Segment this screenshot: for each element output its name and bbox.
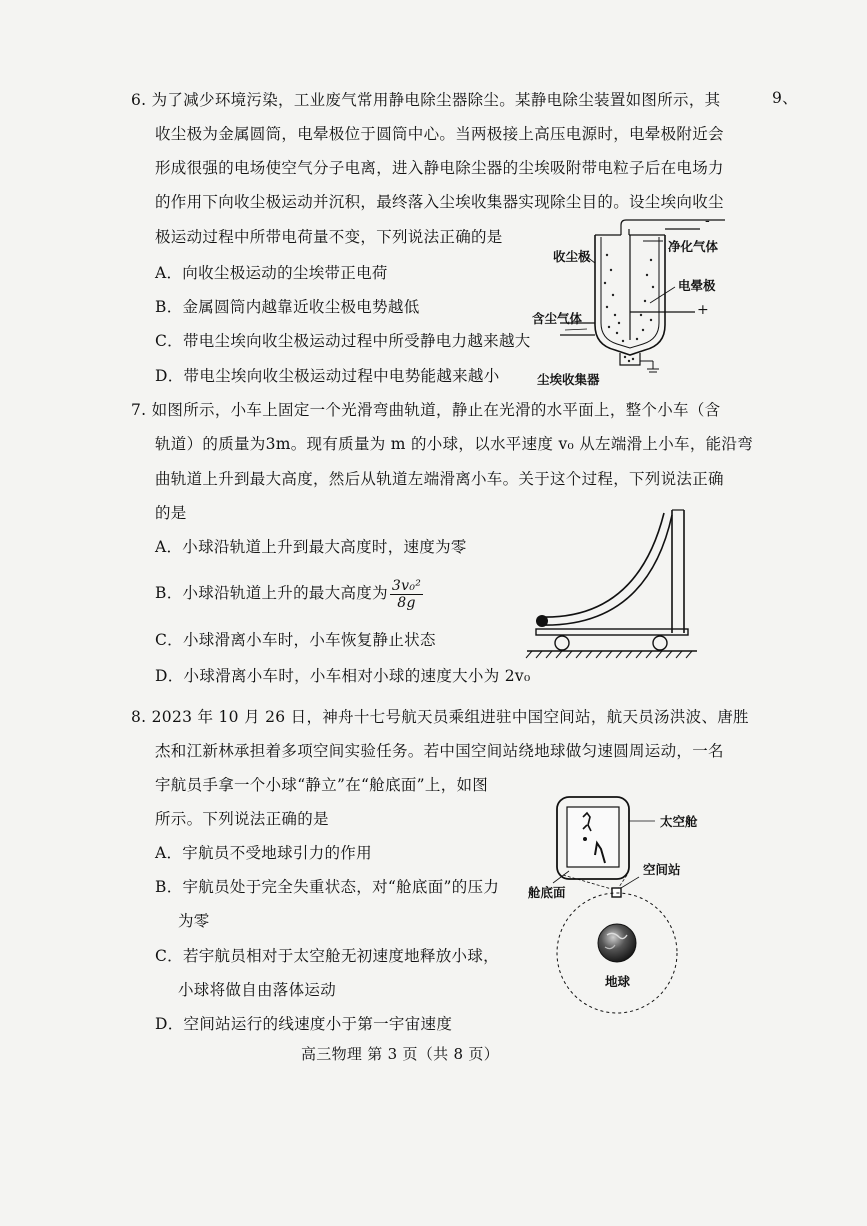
q7-fraction-denominator: 8g [397, 594, 416, 611]
q8-label-earth: 地球 [605, 974, 631, 989]
q6-line-3: 形成很强的电场使空气分子电离，进入静电除尘器的尘埃吸附带电粒子后在电场力 [155, 159, 724, 177]
q6-label-collector: 收尘极 [553, 249, 591, 264]
q8-label-station: 空间站 [643, 862, 681, 877]
q7-line-2: 轨道）的质量为3m。现有质量为 m 的小球，以水平速度 v₀ 从左端滑上小车，能沿弯 [155, 435, 754, 453]
q8-option-d: D．空间站运行的线速度小于第一宇宙速度 [155, 1015, 453, 1033]
q6-label-dusty-gas: 含尘气体 [532, 311, 583, 326]
q6-option-c: C．带电尘埃向收尘极运动过程中所受静电力越来越大 [155, 332, 531, 350]
q7-option-b-fraction [390, 578, 423, 611]
q8-label-floor: 舱底面 [528, 885, 566, 900]
q8-line-1: 8. 2023 年 10 月 26 日，神舟十七号航天员乘组进驻中国空间站，航天员汤洪波、唐胜 [131, 708, 749, 726]
q8-line-4: 所示。下列说法正确的是 [155, 810, 329, 828]
q7-line-3: 曲轨道上升到最大高度，然后从轨道左端滑离小车。关于这个过程，下列说法正确 [155, 470, 724, 488]
q7-option-d: D．小球滑离小车时，小车相对小球的速度大小为 2v₀ [155, 667, 531, 685]
q8-option-c: C．若宇航员相对于太空舱无初速度地释放小球， [155, 947, 499, 965]
q8-option-b-cont: 为零 [178, 912, 210, 930]
q8-label-cabin: 太空舱 [660, 814, 698, 829]
q6-label-corona: 电晕极 [678, 278, 716, 293]
q8-line-2: 杰和江新林承担着多项空间实验任务。若中国空间站绕地球做匀速圆周运动，一名 [155, 742, 724, 760]
q7-option-b-text: B．小球沿轨道上升的最大高度为 [155, 584, 388, 602]
corner-question-number: 9、 [772, 89, 798, 107]
q6-option-d: D．带电尘埃向收尘极运动过程中电势能越来越小 [155, 367, 500, 385]
q7-option-b [155, 574, 423, 612]
q6-line-4: 的作用下向收尘极运动并沉积，最终落入尘埃收集器实现除尘目的。设尘埃向收尘 [155, 193, 724, 211]
q6-line-1: 6. 为了减少环境污染，工业废气常用静电除尘器除尘。某静电除尘装置如图所示，其 [131, 91, 721, 109]
q6-label-clean-gas: 净化气体 [668, 239, 719, 254]
q8-option-b: B．宇航员处于完全失重状态，对“舱底面”的压力 [155, 878, 500, 896]
q7-option-a: A．小球沿轨道上升到最大高度时，速度为零 [155, 538, 467, 556]
q7-fraction-numerator: 3v₀² [391, 577, 422, 594]
q8-line-3: 宇航员手拿一个小球“静立”在“舱底面”上，如图 [155, 776, 489, 794]
q7-line-1: 7. 如图所示，小车上固定一个光滑弯曲轨道，静止在光滑的水平面上，整个小车（含 [131, 401, 721, 419]
q8-option-a: A．宇航员不受地球引力的作用 [155, 844, 372, 862]
q7-cart-track-figure [522, 505, 702, 660]
q6-sign-minus: - [705, 213, 710, 229]
q6-option-b: B．金属圆筒内越靠近收尘极电势越低 [155, 298, 420, 316]
q6-option-a: A．向收尘极运动的尘埃带正电荷 [155, 264, 388, 282]
page-footer: 高三物理 第 3 页（共 8 页） [301, 1045, 500, 1063]
q6-line-5: 极运动过程中所带电荷量不变，下列说法正确的是 [155, 228, 503, 246]
q7-line-4: 的是 [155, 504, 187, 522]
q6-line-2: 收尘极为金属圆筒，电晕极位于圆筒中心。当两极接上高压电源时，电晕极附近会 [155, 125, 724, 143]
q6-label-dust-box: 尘埃收集器 [537, 372, 600, 387]
q8-option-c-cont: 小球将做自由落体运动 [178, 981, 337, 999]
q7-option-c: C．小球滑离小车时，小车恢复静止状态 [155, 631, 436, 649]
q6-sign-plus: + [697, 302, 709, 318]
